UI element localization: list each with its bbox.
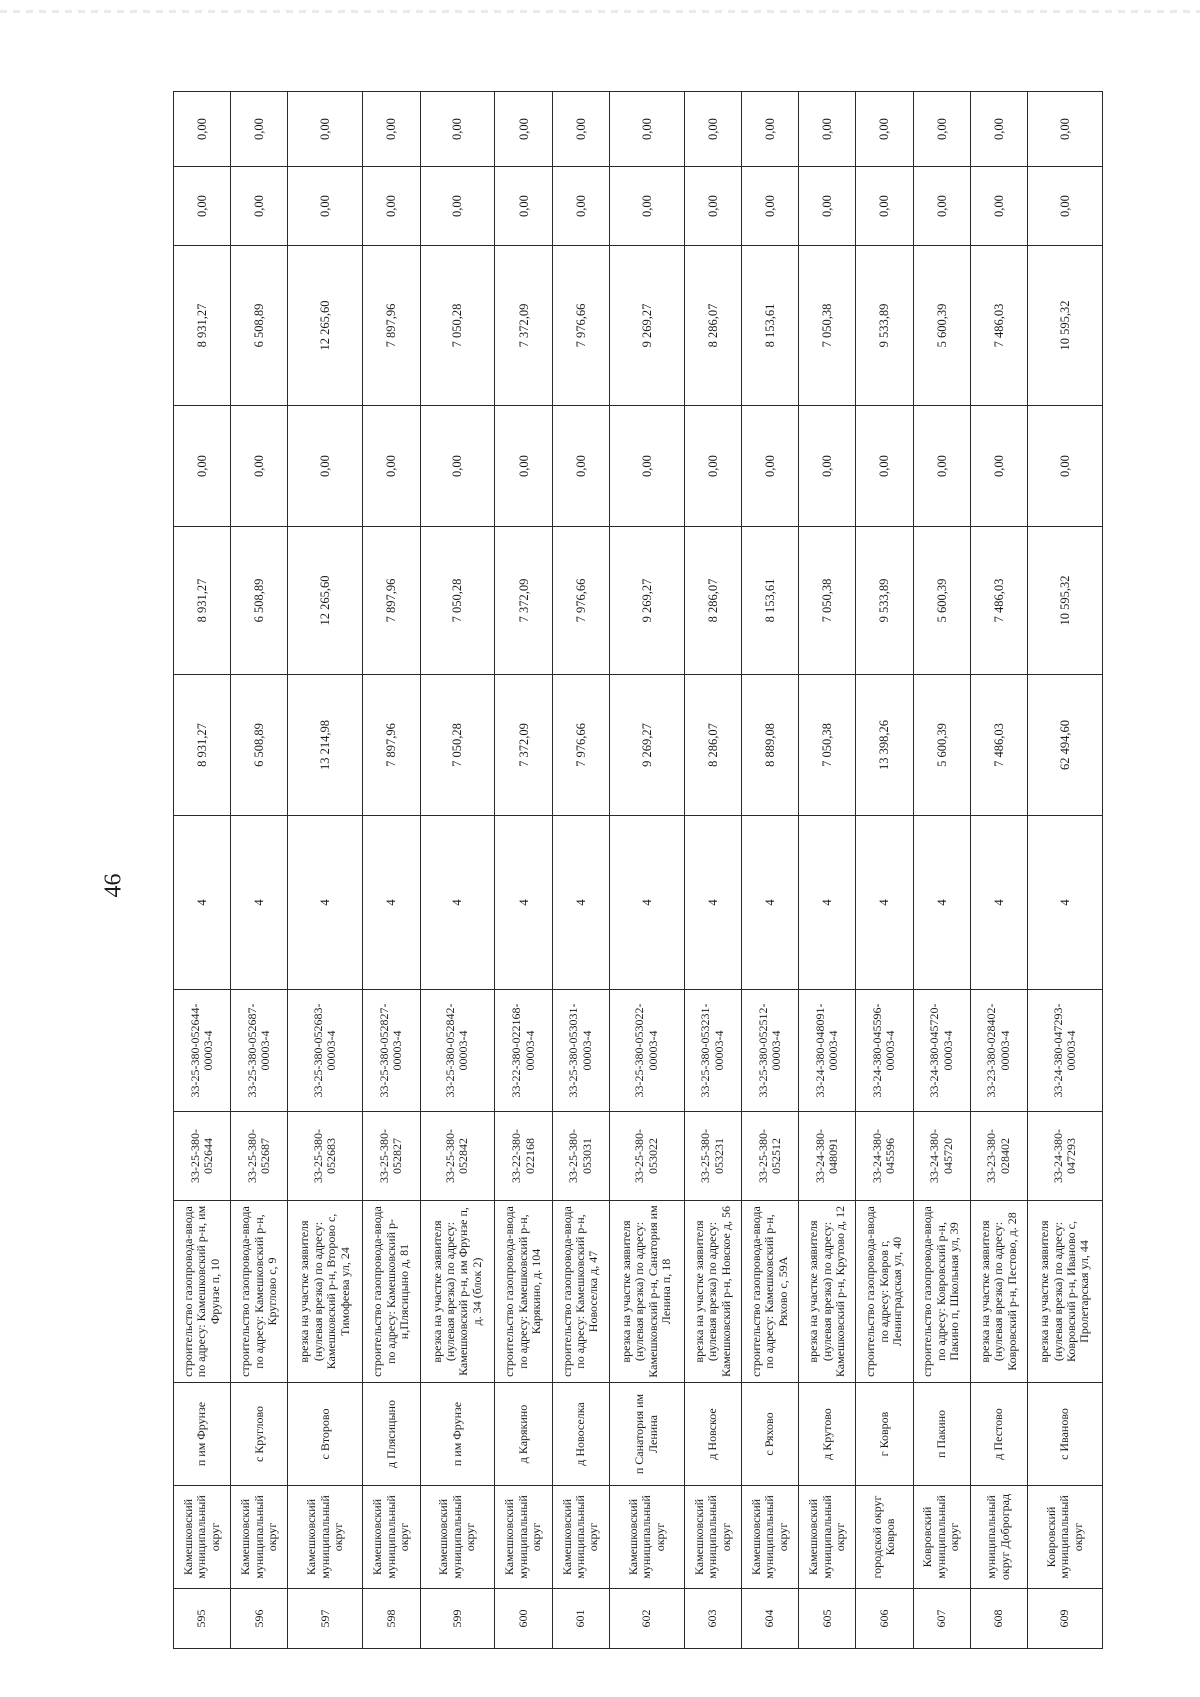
district-cell: Камешковский муниципальный округ (174, 1486, 231, 1589)
amount-6-cell: 0,00 (288, 92, 363, 167)
table-row (363, 92, 420, 1649)
amount-3-cell: 0,00 (1027, 406, 1102, 527)
description-cell: врезка на участке заявителя (нулевая врезка) по адресу: Камешковский р-н, им Фрунзе п, д. 34 (блок 2) (420, 1201, 495, 1383)
amount-6-cell: 0,00 (856, 92, 913, 167)
code-full-cell: 33-24-380-048091-00003-4 (799, 990, 856, 1112)
row-index-cell: 609 (1027, 1589, 1102, 1649)
amount-4-cell: 7 050,28 (420, 246, 495, 406)
amount-5-cell: 0,00 (363, 167, 420, 246)
amount-2-cell: 12 265,60 (288, 527, 363, 675)
amount-6-cell: 0,00 (231, 92, 288, 167)
amount-4-cell: 7 050,38 (799, 246, 856, 406)
code-full-cell: 33-24-380-047293-00003-4 (1027, 990, 1102, 1112)
description-cell: строительство газопровода-ввода по адресу: Камешковский р-н, Ряхово с, 59А (741, 1201, 798, 1383)
row-index-cell: 599 (420, 1589, 495, 1649)
locality-cell: п Пакино (913, 1383, 970, 1486)
table-row (741, 92, 798, 1649)
locality-cell: д Новоселка (552, 1383, 609, 1486)
row-index-cell: 604 (741, 1589, 798, 1649)
description-cell: строительство газопровода-ввода по адресу: Камешковский р-н, Круглово с, 9 (231, 1201, 288, 1383)
category-cell: 4 (231, 816, 288, 990)
code-short-cell: 33-22-380-022168 (495, 1112, 552, 1201)
table-row (1027, 92, 1102, 1649)
code-short-cell: 33-25-380-053031 (552, 1112, 609, 1201)
amount-3-cell: 0,00 (609, 406, 684, 527)
amount-5-cell: 0,00 (1027, 167, 1102, 246)
row-index-cell: 606 (856, 1589, 913, 1649)
amount-3-cell: 0,00 (552, 406, 609, 527)
amount-2-cell: 9 533,89 (856, 527, 913, 675)
amount-1-cell: 7 486,03 (970, 675, 1027, 816)
row-index-cell: 602 (609, 1589, 684, 1649)
amount-3-cell: 0,00 (363, 406, 420, 527)
category-cell: 4 (1027, 816, 1102, 990)
description-cell: строительство газопровода-ввода по адресу: Ковров г, Ленинградская ул, 40 (856, 1201, 913, 1383)
code-short-cell: 33-24-380-048091 (799, 1112, 856, 1201)
code-short-cell: 33-25-380-052644 (174, 1112, 231, 1201)
page-number: 46 (100, 873, 127, 898)
locality-cell: п им Фрунзе (420, 1383, 495, 1486)
code-short-cell: 33-25-380-052683 (288, 1112, 363, 1201)
locality-cell: п им Фрунзе (174, 1383, 231, 1486)
district-cell: Ковровский муниципальный округ (913, 1486, 970, 1589)
district-cell: городской округ Ковров (856, 1486, 913, 1589)
amount-2-cell: 8 286,07 (684, 527, 741, 675)
amount-3-cell: 0,00 (799, 406, 856, 527)
code-full-cell: 33-25-380-052687-00003-4 (231, 990, 288, 1112)
code-full-cell: 33-25-380-053022-00003-4 (609, 990, 684, 1112)
category-cell: 4 (970, 816, 1027, 990)
amount-5-cell: 0,00 (856, 167, 913, 246)
amount-4-cell: 8 286,07 (684, 246, 741, 406)
amount-5-cell: 0,00 (970, 167, 1027, 246)
amount-1-cell: 6 508,89 (231, 675, 288, 816)
description-cell: врезка на участке заявителя (нулевая врезка) по адресу: Ковровский р-н, Пестово, д. 28 (970, 1201, 1027, 1383)
amount-1-cell: 62 494,60 (1027, 675, 1102, 816)
district-cell: Камешковский муниципальный округ (741, 1486, 798, 1589)
table-row (684, 92, 741, 1649)
amount-2-cell: 5 600,39 (913, 527, 970, 675)
amount-1-cell: 7 976,66 (552, 675, 609, 816)
amount-6-cell: 0,00 (552, 92, 609, 167)
amount-5-cell: 0,00 (288, 167, 363, 246)
code-full-cell: 33-25-380-052827-00003-4 (363, 990, 420, 1112)
amount-3-cell: 0,00 (856, 406, 913, 527)
amount-6-cell: 0,00 (609, 92, 684, 167)
description-cell: врезка на участке заявителя (нулевая врезка) по адресу: Камешковский р-н, Крутово д, 12 (799, 1201, 856, 1383)
row-index-cell: 598 (363, 1589, 420, 1649)
code-short-cell: 33-24-380-045596 (856, 1112, 913, 1201)
category-cell: 4 (288, 816, 363, 990)
row-index-cell: 600 (495, 1589, 552, 1649)
amount-1-cell: 7 050,28 (420, 675, 495, 816)
table-row (495, 92, 552, 1649)
amount-4-cell: 7 897,96 (363, 246, 420, 406)
locality-cell: г Ковров (856, 1383, 913, 1486)
locality-cell: д Плясицыно (363, 1383, 420, 1486)
table-body (174, 92, 1103, 1649)
category-cell: 4 (363, 816, 420, 990)
table-row (970, 92, 1027, 1649)
amount-3-cell: 0,00 (288, 406, 363, 527)
description-cell: строительство газопровода-ввода по адресу: Камешковский р-н, Новоселка д, 47 (552, 1201, 609, 1383)
amount-4-cell: 9 269,27 (609, 246, 684, 406)
district-cell: Камешковский муниципальный округ (684, 1486, 741, 1589)
amount-4-cell: 7 976,66 (552, 246, 609, 406)
category-cell: 4 (552, 816, 609, 990)
row-index-cell: 605 (799, 1589, 856, 1649)
table-row (174, 92, 231, 1649)
code-short-cell: 33-25-380-052827 (363, 1112, 420, 1201)
amount-3-cell: 0,00 (913, 406, 970, 527)
locality-cell: д Новское (684, 1383, 741, 1486)
amount-3-cell: 0,00 (231, 406, 288, 527)
amount-5-cell: 0,00 (913, 167, 970, 246)
amount-4-cell: 9 533,89 (856, 246, 913, 406)
amount-2-cell: 7 897,96 (363, 527, 420, 675)
district-cell: Камешковский муниципальный округ (363, 1486, 420, 1589)
row-index-cell: 608 (970, 1589, 1027, 1649)
code-full-cell: 33-25-380-053031-00003-4 (552, 990, 609, 1112)
amount-6-cell: 0,00 (799, 92, 856, 167)
row-index-cell: 595 (174, 1589, 231, 1649)
amount-5-cell: 0,00 (552, 167, 609, 246)
row-index-cell: 603 (684, 1589, 741, 1649)
row-index-cell: 607 (913, 1589, 970, 1649)
table-row (420, 92, 495, 1649)
category-cell: 4 (495, 816, 552, 990)
locality-cell: д Пестово (970, 1383, 1027, 1486)
row-index-cell: 596 (231, 1589, 288, 1649)
category-cell: 4 (174, 816, 231, 990)
code-full-cell: 33-24-380-045720-00003-4 (913, 990, 970, 1112)
amount-5-cell: 0,00 (420, 167, 495, 246)
amount-2-cell: 8 931,27 (174, 527, 231, 675)
amount-4-cell: 7 486,03 (970, 246, 1027, 406)
amount-4-cell: 12 265,60 (288, 246, 363, 406)
code-short-cell: 33-25-380-052842 (420, 1112, 495, 1201)
amount-5-cell: 0,00 (609, 167, 684, 246)
district-cell: Камешковский муниципальный округ (799, 1486, 856, 1589)
code-short-cell: 33-23-380-028402 (970, 1112, 1027, 1201)
code-full-cell: 33-23-380-028402-00003-4 (970, 990, 1027, 1112)
amount-1-cell: 7 050,38 (799, 675, 856, 816)
locality-cell: с Иваново (1027, 1383, 1102, 1486)
amount-6-cell: 0,00 (913, 92, 970, 167)
amount-3-cell: 0,00 (174, 406, 231, 527)
table-row (288, 92, 363, 1649)
code-full-cell: 33-25-380-052644-00003-4 (174, 990, 231, 1112)
amount-1-cell: 13 214,98 (288, 675, 363, 816)
amount-2-cell: 6 508,89 (231, 527, 288, 675)
description-cell: строительство газопровода-ввода по адресу: Ковровский р-н, Пакино п, Школьная ул, 39 (913, 1201, 970, 1383)
category-cell: 4 (609, 816, 684, 990)
category-cell: 4 (856, 816, 913, 990)
amount-2-cell: 7 486,03 (970, 527, 1027, 675)
amount-5-cell: 0,00 (495, 167, 552, 246)
category-cell: 4 (913, 816, 970, 990)
locality-cell: п Санатория им Ленина (609, 1383, 684, 1486)
code-short-cell: 33-25-380-052687 (231, 1112, 288, 1201)
amount-1-cell: 7 372,09 (495, 675, 552, 816)
amount-5-cell: 0,00 (799, 167, 856, 246)
locality-cell: с Второво (288, 1383, 363, 1486)
code-short-cell: 33-24-380-045720 (913, 1112, 970, 1201)
table-row (913, 92, 970, 1649)
amount-3-cell: 0,00 (741, 406, 798, 527)
table-row (799, 92, 856, 1649)
district-cell: муниципальный округ Доброград (970, 1486, 1027, 1589)
amount-1-cell: 8 931,27 (174, 675, 231, 816)
code-full-cell: 33-25-380-052512-00003-4 (741, 990, 798, 1112)
code-short-cell: 33-25-380-053022 (609, 1112, 684, 1201)
amount-5-cell: 0,00 (684, 167, 741, 246)
amount-2-cell: 7 050,28 (420, 527, 495, 675)
amount-6-cell: 0,00 (495, 92, 552, 167)
code-full-cell: 33-22-380-022168-00003-4 (495, 990, 552, 1112)
row-index-cell: 597 (288, 1589, 363, 1649)
code-full-cell: 33-24-380-045596-00003-4 (856, 990, 913, 1112)
description-cell: врезка на участке заявителя (нулевая врезка) по адресу: Ковровский р-н, Иваново с, Пролетарская ул, 44 (1027, 1201, 1102, 1383)
amount-5-cell: 0,00 (741, 167, 798, 246)
amount-2-cell: 7 372,09 (495, 527, 552, 675)
amount-3-cell: 0,00 (420, 406, 495, 527)
locality-cell: с Ряхово (741, 1383, 798, 1486)
category-cell: 4 (684, 816, 741, 990)
table-row (552, 92, 609, 1649)
district-cell: Камешковский муниципальный округ (288, 1486, 363, 1589)
district-cell: Камешковский муниципальный округ (420, 1486, 495, 1589)
amount-5-cell: 0,00 (174, 167, 231, 246)
table-row (231, 92, 288, 1649)
amount-6-cell: 0,00 (741, 92, 798, 167)
code-short-cell: 33-25-380-052512 (741, 1112, 798, 1201)
amount-4-cell: 10 595,32 (1027, 246, 1102, 406)
row-index-cell: 601 (552, 1589, 609, 1649)
amount-3-cell: 0,00 (684, 406, 741, 527)
amount-1-cell: 9 269,27 (609, 675, 684, 816)
amount-1-cell: 7 897,96 (363, 675, 420, 816)
rotated-table-container (173, 94, 1103, 1649)
district-cell: Камешковский муниципальный округ (609, 1486, 684, 1589)
code-full-cell: 33-25-380-053231-00003-4 (684, 990, 741, 1112)
amount-4-cell: 5 600,39 (913, 246, 970, 406)
amount-4-cell: 7 372,09 (495, 246, 552, 406)
description-cell: строительство газопровода-ввода по адресу: Камешковский р-н, Карякино, д. 104 (495, 1201, 552, 1383)
district-cell: Ковровский муниципальный округ (1027, 1486, 1102, 1589)
amount-2-cell: 7 050,38 (799, 527, 856, 675)
amount-6-cell: 0,00 (684, 92, 741, 167)
scan-artifact-strip (0, 10, 1200, 13)
locality-cell: д Крутово (799, 1383, 856, 1486)
amount-4-cell: 8 153,61 (741, 246, 798, 406)
description-cell: строительство газопровода-ввода по адресу: Камешковский р-н, им Фрунзе п, 10 (174, 1201, 231, 1383)
connection-cost-table (173, 91, 1103, 1649)
amount-2-cell: 7 976,66 (552, 527, 609, 675)
code-short-cell: 33-24-380-047293 (1027, 1112, 1102, 1201)
locality-cell: с Круглово (231, 1383, 288, 1486)
amount-6-cell: 0,00 (363, 92, 420, 167)
district-cell: Камешковский муниципальный округ (495, 1486, 552, 1589)
description-cell: врезка на участке заявителя (нулевая врезка) по адресу: Камешковский р-н, Второво с, Тимофеева ул, 24 (288, 1201, 363, 1383)
amount-1-cell: 13 398,26 (856, 675, 913, 816)
description-cell: врезка на участке заявителя (нулевая врезка) по адресу: Камешковский р-н, Новское д, 56 (684, 1201, 741, 1383)
code-full-cell: 33-25-380-052683-00003-4 (288, 990, 363, 1112)
amount-6-cell: 0,00 (1027, 92, 1102, 167)
amount-1-cell: 8 889,08 (741, 675, 798, 816)
amount-1-cell: 8 286,07 (684, 675, 741, 816)
amount-1-cell: 5 600,39 (913, 675, 970, 816)
amount-2-cell: 9 269,27 (609, 527, 684, 675)
amount-6-cell: 0,00 (174, 92, 231, 167)
amount-6-cell: 0,00 (970, 92, 1027, 167)
district-cell: Камешковский муниципальный округ (231, 1486, 288, 1589)
amount-4-cell: 8 931,27 (174, 246, 231, 406)
category-cell: 4 (420, 816, 495, 990)
table-row (609, 92, 684, 1649)
code-full-cell: 33-25-380-052842-00003-4 (420, 990, 495, 1112)
description-cell: строительство газопровода-ввода по адресу: Камешковский р-н,Плясицыно д, 81 (363, 1201, 420, 1383)
amount-4-cell: 6 508,89 (231, 246, 288, 406)
category-cell: 4 (741, 816, 798, 990)
amount-3-cell: 0,00 (970, 406, 1027, 527)
description-cell: врезка на участке заявителя (нулевая врезка) по адресу: Камешковский р-н, Санатория им Ленина п, 18 (609, 1201, 684, 1383)
amount-6-cell: 0,00 (420, 92, 495, 167)
amount-2-cell: 8 153,61 (741, 527, 798, 675)
district-cell: Камешковский муниципальный округ (552, 1486, 609, 1589)
locality-cell: д Карякино (495, 1383, 552, 1486)
amount-5-cell: 0,00 (231, 167, 288, 246)
amount-3-cell: 0,00 (495, 406, 552, 527)
category-cell: 4 (799, 816, 856, 990)
amount-2-cell: 10 595,32 (1027, 527, 1102, 675)
code-short-cell: 33-25-380-053231 (684, 1112, 741, 1201)
table-row (856, 92, 913, 1649)
